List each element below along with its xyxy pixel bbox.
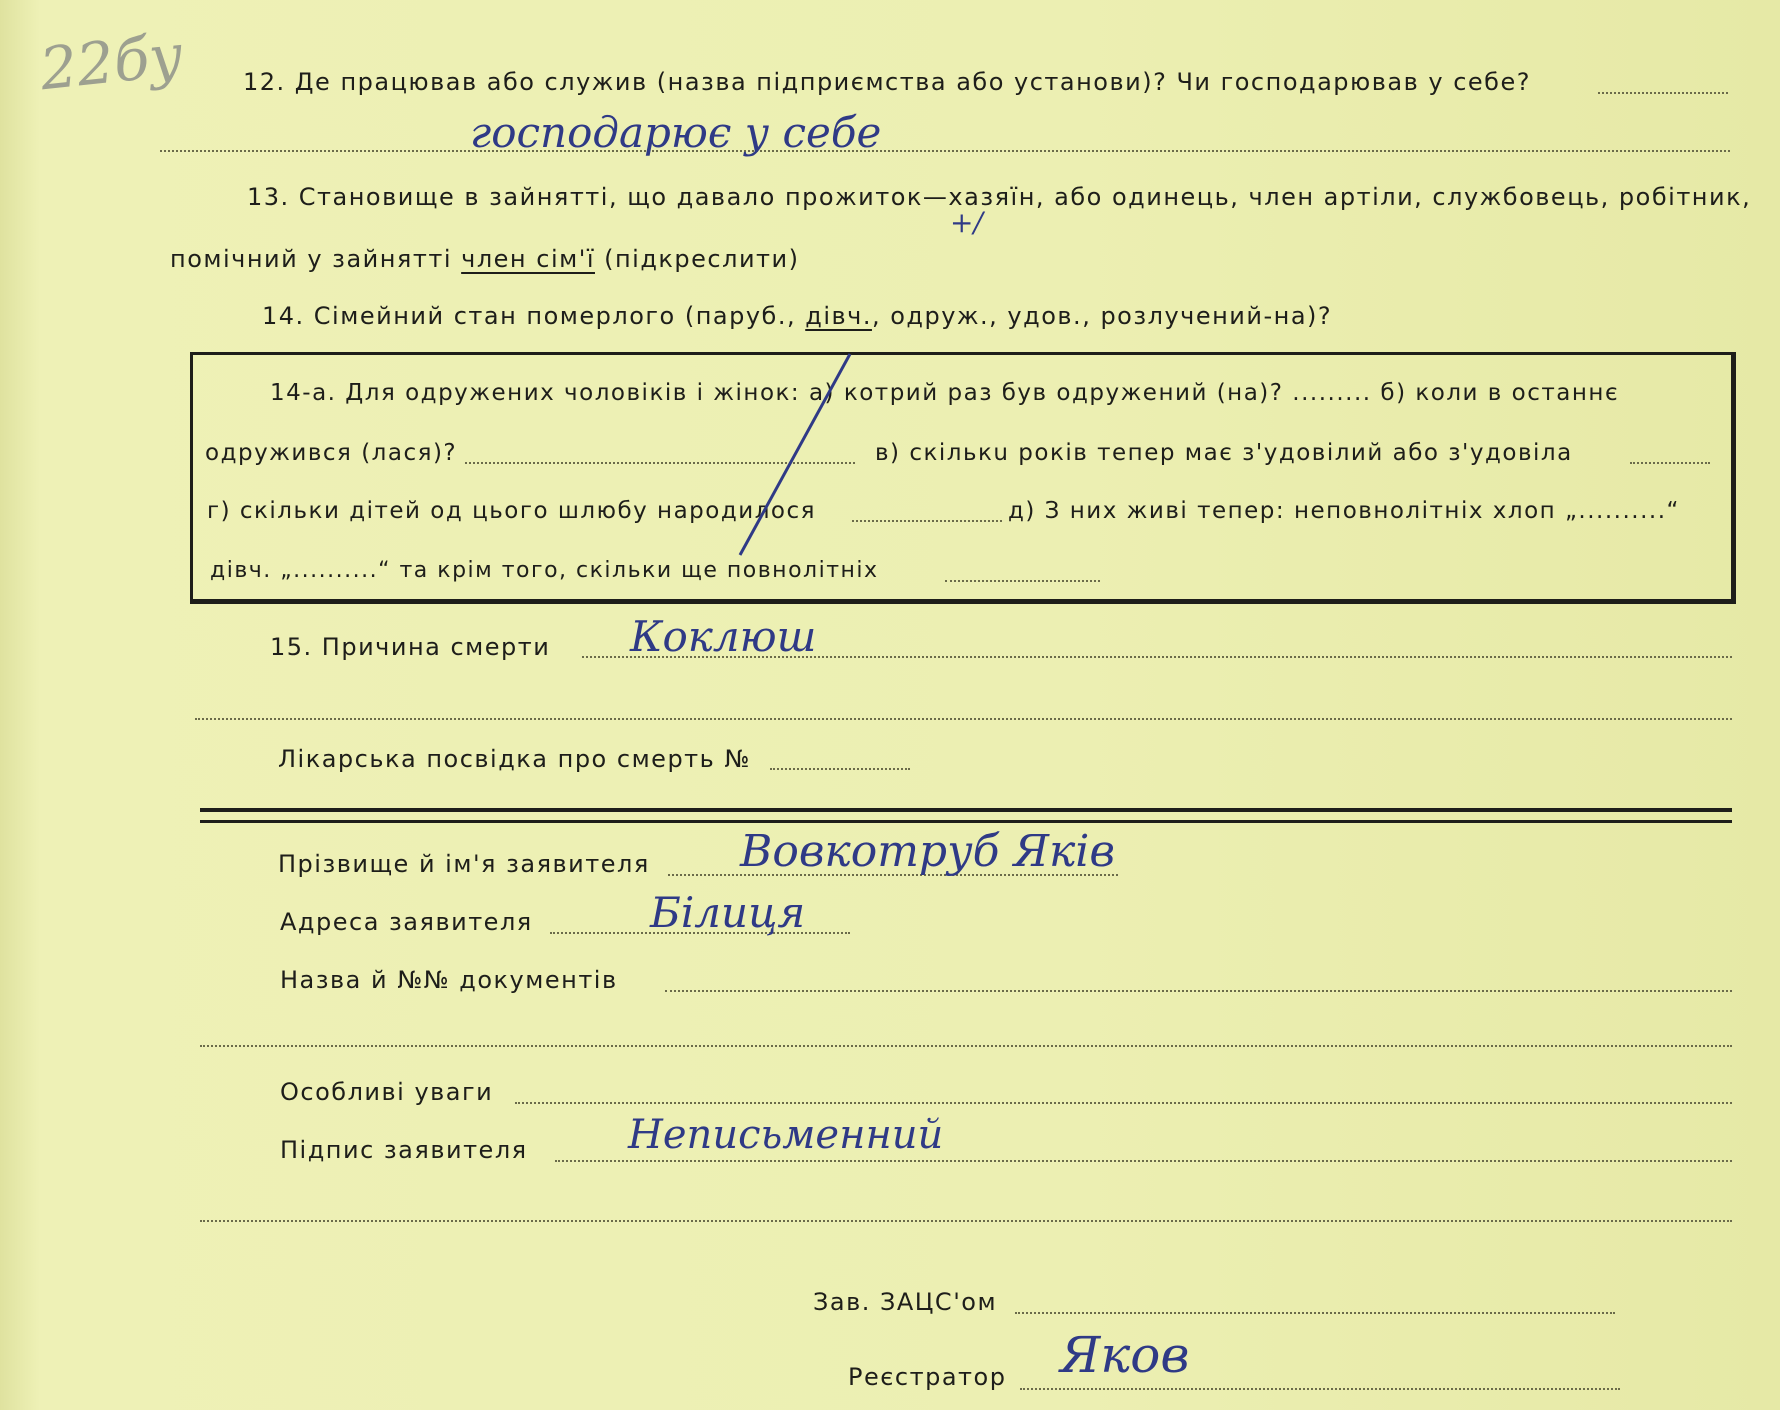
q14a-line2b: в) скількu років тепер має з'удовілий або з'удовіла xyxy=(875,440,1573,466)
q13-underlined-choice: член сім'ї xyxy=(461,245,595,273)
applicant-name-value: Вовкотруб Яків xyxy=(740,826,1115,877)
med-certificate-label: Лікарська посвідка про смерть № xyxy=(278,745,751,773)
q14a-strike-mark xyxy=(700,350,860,560)
registrar-line xyxy=(1020,1388,1620,1390)
applicant-signature-value: Неписьменний xyxy=(628,1112,944,1158)
q12-answer: господарює у себе xyxy=(470,108,882,157)
applicant-docs-label: Назва й №№ документів xyxy=(280,966,618,994)
q14a-line4: дівч. „..........“ та крім того, скільки ще повнолітніх xyxy=(210,558,879,583)
med-certificate-fill xyxy=(770,768,910,770)
q14-underlined-choice: дівч. xyxy=(805,302,872,330)
q15-answer: Коклюш xyxy=(630,612,817,661)
q12-question: 12. Де працював або служив (назва підприємства або установи)? Чи господарював у себе? xyxy=(243,68,1531,96)
applicant-address-label: Адреса заявителя xyxy=(280,908,533,936)
applicant-extra-line xyxy=(200,1220,1732,1222)
registrar-label: Реєстратор xyxy=(848,1363,1007,1391)
q13-line1: 13. Становище в зайнятті, що давало прожиток—хазяїн, або одинець, член артіли, службовець, робітник, xyxy=(247,183,1752,211)
q12-answer-line xyxy=(160,150,1730,152)
separator-rule-top xyxy=(200,808,1732,812)
q13-mark: +/ xyxy=(950,206,983,239)
q14a-line1: 14-а. Для одружених чоловіків і жінок: а) котрий раз був одружений (на)? ......... б) коли в останнє xyxy=(270,380,1620,406)
applicant-notes-line xyxy=(515,1102,1732,1104)
applicant-signature-line xyxy=(555,1160,1732,1162)
q14a-line4-fill xyxy=(945,580,1100,582)
separator-rule-bottom xyxy=(200,820,1732,823)
applicant-docs-line-2 xyxy=(200,1045,1732,1047)
applicant-notes-label: Особливі уваги xyxy=(280,1078,494,1106)
q14a-line3b: д) З них живі тепер: неповнолітніх хлоп „..........“ xyxy=(1008,498,1680,524)
q14a-line3a: г) скільки дітей од цього шлюбу народилося xyxy=(207,498,816,524)
q14-suffix: , одруж., удов., розлучений-на)? xyxy=(871,302,1333,330)
q14-question xyxy=(262,302,1332,330)
q14a-line3-fill xyxy=(852,520,1002,522)
applicant-docs-line xyxy=(665,990,1732,992)
zags-head-label: Зав. ЗАЦС'ом xyxy=(813,1288,998,1316)
q13-line2-prefix: помічний у зайнятті xyxy=(170,245,462,273)
q13-line2-suffix: (підкреслити) xyxy=(594,245,800,273)
q15-label: 15. Причина смерти xyxy=(270,633,551,661)
applicant-signature-label: Підпис заявителя xyxy=(280,1136,528,1164)
zags-head-line xyxy=(1015,1312,1615,1314)
applicant-address-value: Білиця xyxy=(650,888,806,937)
registrar-signature: Яков xyxy=(1060,1326,1190,1384)
q14a-line2a: одружився (лася)? xyxy=(205,440,458,466)
q15-extra-line xyxy=(195,718,1732,720)
archive-mark: 22бу xyxy=(36,20,187,104)
q12-fill-line xyxy=(1598,92,1728,94)
q13-line2 xyxy=(170,245,800,273)
q14-prefix: 14. Сімейний стан померлого (паруб., xyxy=(262,302,806,330)
applicant-name-label: Прізвище й ім'я заявителя xyxy=(278,850,650,878)
q14a-line2-end-fill xyxy=(1630,462,1710,464)
